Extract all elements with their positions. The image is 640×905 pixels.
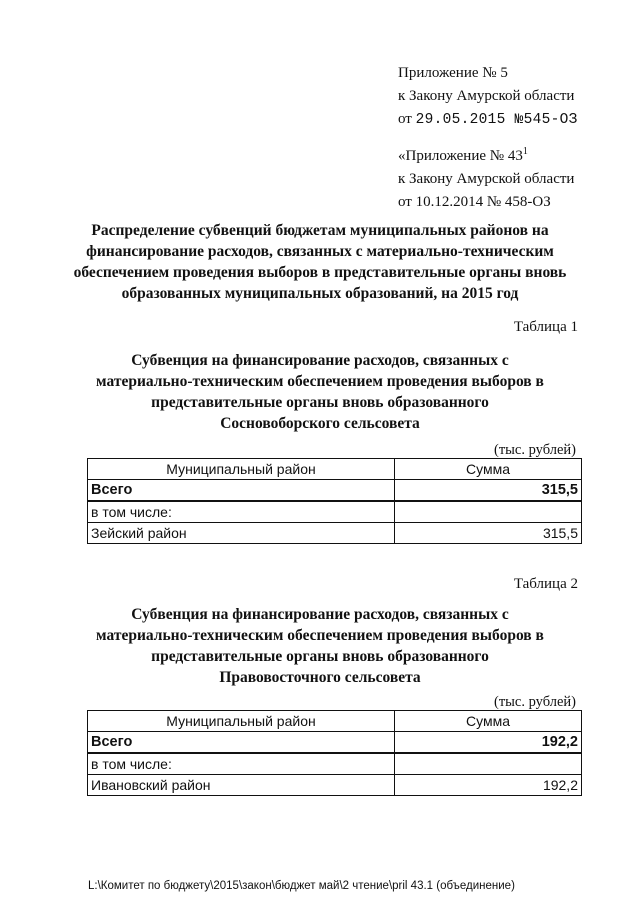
- table-header-row: [88, 459, 582, 480]
- original-appendix-law-ref: к Закону Амурской области: [398, 171, 575, 187]
- appendix-law-ref: к Закону Амурской области: [398, 88, 575, 104]
- subvention-table-1: [87, 458, 582, 544]
- appendix-number: Приложение № 5: [398, 65, 508, 81]
- table-row-including: [88, 753, 582, 775]
- total-label: Всего: [88, 480, 395, 502]
- appendix-date-stamp: 29.05.2015 №545-ОЗ: [415, 112, 578, 128]
- empty-cell: [395, 501, 582, 523]
- table-row: [88, 775, 582, 796]
- document-title: Распределение субвенций бюджетам муниципальных районов на финансирование расходов, связанных с материально-техническим обеспечением проведения выборов в представительные органы вновь образованных муниципальных образований, на 2015 год: [73, 222, 567, 302]
- including-label: в том числе:: [88, 501, 395, 523]
- total-value: 192,2: [395, 732, 582, 754]
- table-2-units: (тыс. рублей): [494, 694, 576, 710]
- total-label: Всего: [88, 732, 395, 754]
- column-header-district: Муниципальный район: [88, 459, 395, 480]
- table-header-row: [88, 711, 582, 732]
- table-row-total: [88, 480, 582, 502]
- table-2-label: Таблица 2: [513, 576, 578, 592]
- district-sum: 315,5: [395, 523, 582, 544]
- column-header-sum: Сумма: [395, 711, 582, 732]
- district-name: Ивановский район: [88, 775, 395, 796]
- original-appendix-number-text: «Приложение № 43: [398, 148, 523, 164]
- appendix-header: [398, 62, 578, 132]
- district-sum: 192,2: [395, 775, 582, 796]
- column-header-sum: Сумма: [395, 459, 582, 480]
- original-appendix-number: [398, 140, 574, 168]
- appendix-date: [398, 108, 578, 132]
- table-row: [88, 523, 582, 544]
- column-header-district: Муниципальный район: [88, 711, 395, 732]
- original-appendix-ref: [398, 140, 574, 214]
- table-2-heading: Субвенция на финансирование расходов, связанных с материально-техническим обеспечением проведения выборов в представительные органы вновь образованного Правовосточного сельсовета: [96, 606, 544, 686]
- footer-file-path: L:\Комитет по бюджету\2015\закон\бюджет май\2 чтение\pril 43.1 (объединение): [88, 880, 515, 892]
- appendix-date-prefix: от: [398, 111, 412, 127]
- empty-cell: [395, 753, 582, 775]
- including-label: в том числе:: [88, 753, 395, 775]
- original-appendix-superscript: 1: [522, 146, 528, 157]
- table-1-heading: Субвенция на финансирование расходов, связанных с материально-техническим обеспечением проведения выборов в представительные органы вновь образованного Сосновоборского сельсовета: [96, 352, 544, 432]
- total-value: 315,5: [395, 480, 582, 502]
- district-name: Зейский район: [88, 523, 395, 544]
- subvention-table-2: [87, 710, 582, 796]
- table-1-units: (тыс. рублей): [494, 442, 576, 458]
- table-row-total: [88, 732, 582, 754]
- table-1-label: Таблица 1: [513, 319, 578, 335]
- table-row-including: [88, 501, 582, 523]
- original-appendix-date: от 10.12.2014 № 458-ОЗ: [398, 194, 551, 210]
